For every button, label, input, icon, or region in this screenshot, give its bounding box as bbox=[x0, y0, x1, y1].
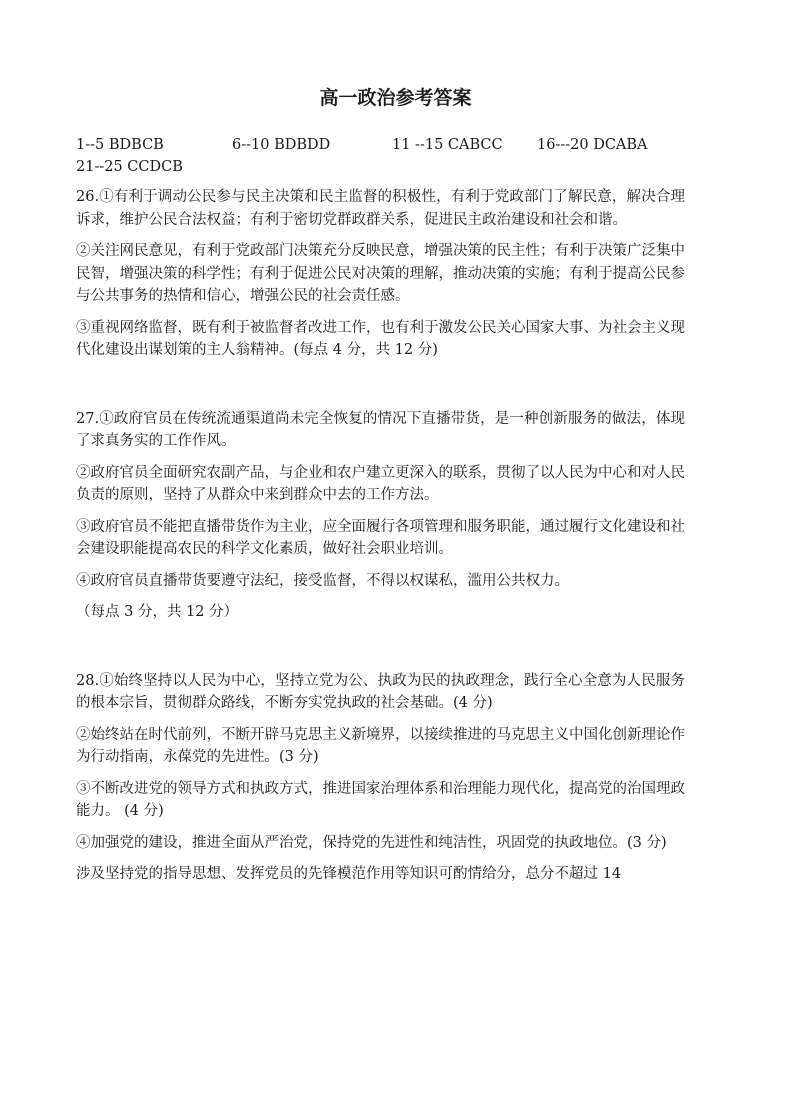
q28-point-2: ②始终站在时代前列，不断开辟马克思主义新境界，以接续推进的马克思主义中国化创新理论作为行动指南，永葆党的先进性。(3 分) bbox=[76, 726, 685, 765]
q27-point-3: ③政府官员不能把直播带货作为主业，应全面履行各项管理和服务职能，通过履行文化建设和社会建设职能提高农民的科学文化素质，做好社会职业培训。 bbox=[76, 518, 685, 557]
choice-answers-row-1 bbox=[76, 134, 685, 156]
q26-point-3: ③重视网络监督，既有利于被监督者改进工作，也有利于激发公民关心国家大事、为社会主义现代化建设出谋划策的主人翁精神。(每点 4 分，共 12 分) bbox=[76, 319, 685, 358]
answer-group-6-10: 6--10 BDBDD bbox=[232, 137, 331, 153]
q28-point-4: ④加强党的建设，推进全面从严治党，保持党的先进性和纯洁性，巩固党的执政地位。(3 分) bbox=[76, 834, 667, 851]
answer-group-11-15: 11 --15 CABCC bbox=[392, 137, 503, 153]
choice-answers bbox=[76, 134, 685, 178]
answer-group-16-20: 16---20 DCABA bbox=[537, 137, 648, 153]
q28-scoring-note: 涉及坚持党的指导思想、发挥党员的先锋模范作用等知识可酌情给分，总分不超过 14 bbox=[76, 866, 622, 882]
answer-group-21-25: 21--25 CCDCB bbox=[76, 159, 183, 175]
q26-point-2: ②关注网民意见，有利于党政部门决策充分反映民意，增强决策的民主性；有利于决策广泛集中民智，增强决策的科学性；有利于促进公民对决策的理解，推动决策的实施；有利于提高公民参与公共事务的热情和信心，增强公民的社会责任感。 bbox=[76, 243, 685, 304]
q28-point-1: 28.①始终坚持以人民为中心，坚持立党为公、执政为民的执政理念，践行全心全意为人民服务的根本宗旨，贯彻群众路线，不断夯实党执政的社会基础。(4 分) bbox=[76, 672, 685, 711]
choice-answers-row-2 bbox=[76, 156, 685, 178]
q27-point-4: ④政府官员直播带货要遵守法纪，接受监督，不得以权谋私，滥用公共权力。 bbox=[76, 572, 569, 589]
q27-point-2: ②政府官员全面研究农副产品，与企业和农户建立更深入的联系，贯彻了以人民为中心和对人民负责的原则，坚持了从群众中来到群众中去的工作方法。 bbox=[76, 464, 685, 503]
q27-score-note: （每点 3 分，共 12 分） bbox=[76, 604, 239, 620]
q27-point-1: 27.①政府官员在传统流通渠道尚未完全恢复的情况下直播带货，是一种创新服务的做法，体现了求真务实的工作作风。 bbox=[76, 410, 685, 449]
q28-point-3: ③不断改进党的领导方式和执政方式，推进国家治理体系和治理能力现代化，提高党的治国理政能力。 (4 分) bbox=[76, 780, 685, 819]
answer-group-1-5: 1--5 BDBCB bbox=[76, 137, 164, 153]
page-title: 高一政治参考答案 bbox=[319, 87, 472, 109]
q26-point-1: 26.①有利于调动公民参与民主决策和民主监督的积极性，有利于党政部门了解民意，解决合理诉求，维护公民合法权益；有利于密切党群政群关系，促进民主政治建设和社会和谐。 bbox=[76, 189, 685, 228]
